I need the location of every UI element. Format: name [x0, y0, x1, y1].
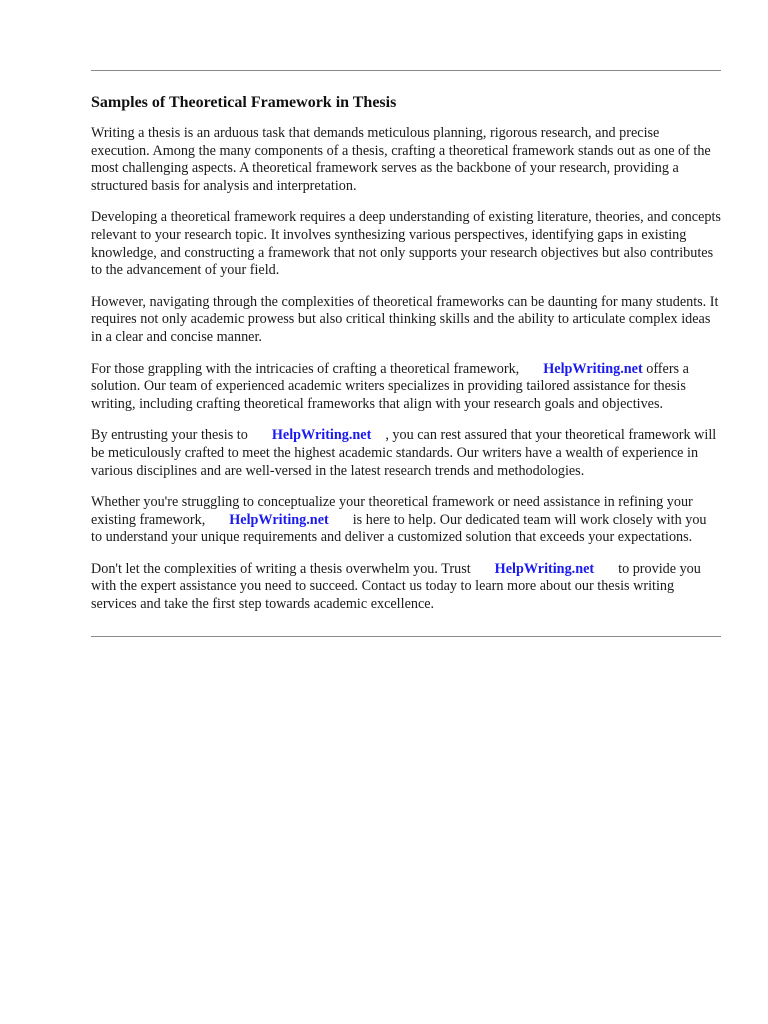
paragraph-entrusting	[91, 427, 721, 480]
paragraph-solution-text-start: For those grappling with the intricacies of crafting a theoretical framework,	[91, 360, 520, 377]
paragraph-struggling	[91, 494, 721, 547]
paragraph-entrusting-text-end: , you can rest assured that your theoretical framework will be meticulously crafted to meet the highest academic standards. Our writers have a wealth of experience in various disciplines and are well-versed in the latest research trends and methodologies.	[91, 427, 717, 479]
paragraph-intro: Writing a thesis is an arduous task that demands meticulous planning, rigorous research, and precise execution. Among the many components of a thesis, crafting a theoretical framework stands out as one of the most challenging aspects. A theoretical framework serves as the backbone of your research, providing a structured basis for analysis and interpretation.	[91, 125, 711, 194]
paragraph-solution-text-end: offers a solution. Our team of experienced academic writers specializes in providing tailored assistance for thesis writing, including crafting theoretical frameworks that align with your research goals and objectives.	[91, 360, 689, 412]
top-divider	[91, 70, 721, 71]
paragraph-struggling-text-end: is here to help. Our dedicated team will work closely with you to understand your unique requirements and deliver a customized solution that exceeds your expectations.	[91, 511, 707, 546]
paragraph-developing: Developing a theoretical framework requires a deep understanding of existing literature, theories, and concepts relevant to your research topic. It involves synthesizing various perspectives, identifying gaps in existing knowledge, and constructing a framework that not only supports your research objectives but also contributes to the advancement of your field.	[91, 209, 721, 279]
paragraph-however: However, navigating through the complexities of theoretical frameworks can be daunting for many students. It requires not only academic prowess but also critical thinking skills and the ability to articulate complex ideas in a clear and concise manner.	[91, 293, 719, 345]
helpwriting-link-1[interactable]: HelpWriting.net	[543, 360, 643, 377]
paragraph-closing	[91, 561, 721, 614]
helpwriting-link-3[interactable]: HelpWriting.net	[229, 511, 329, 528]
bottom-divider	[91, 636, 721, 637]
paragraph-solution	[91, 361, 721, 414]
document-title: Samples of Theoretical Framework in Thesis	[91, 94, 397, 111]
document-page	[91, 0, 721, 637]
helpwriting-link-4[interactable]: HelpWriting.net	[494, 560, 595, 577]
paragraph-closing-text-end: to provide you with the expert assistance you need to succeed. Contact us today to learn more about our thesis writing services and take the first step towards academic excellence.	[91, 560, 701, 613]
paragraph-struggling-text-start: Whether you're struggling to conceptualize your theoretical framework or need assistance in refining your existing framework,	[91, 494, 693, 528]
paragraph-entrusting-text-start: By entrusting your thesis to	[91, 427, 248, 444]
paragraph-closing-text-start: Don't let the complexities of writing a thesis overwhelm you. Trust	[91, 560, 471, 577]
helpwriting-link-2[interactable]: HelpWriting.net	[271, 427, 372, 444]
